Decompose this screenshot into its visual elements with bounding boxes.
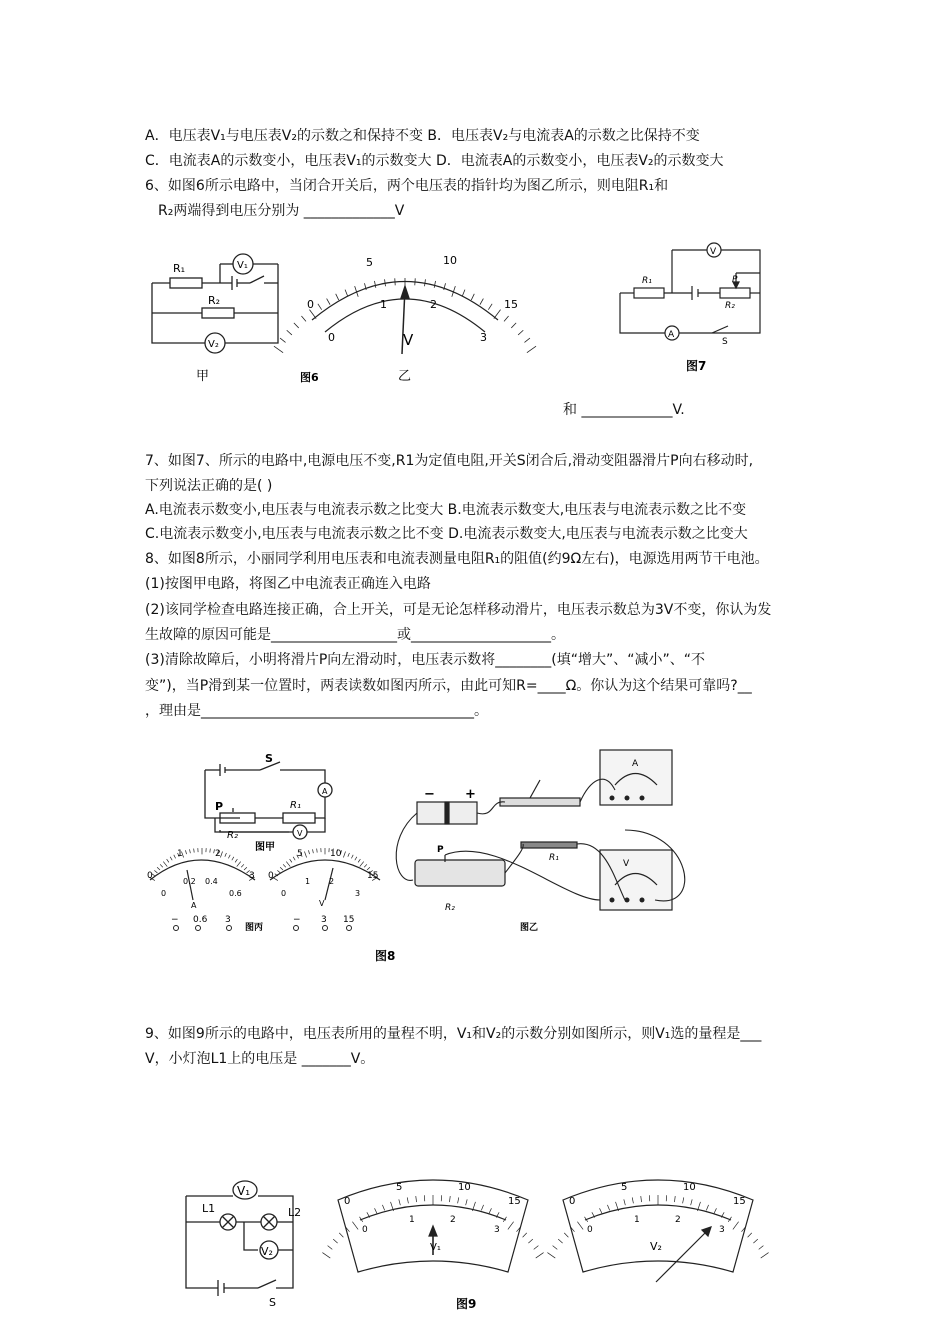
fig8-caption: 图8 xyxy=(375,949,396,963)
svg-text:图丙: 图丙 xyxy=(245,923,264,933)
svg-text:3: 3 xyxy=(719,1225,725,1235)
q6-line1: 6、如图6所示电路中，当闭合开关后，两个电压表的指针均为图乙所示，则电阻R₁和 xyxy=(145,178,669,194)
svg-text:A: A xyxy=(191,901,197,910)
svg-text:V₂: V₂ xyxy=(208,339,219,350)
figure-7 xyxy=(612,238,772,378)
svg-text:5: 5 xyxy=(297,849,303,859)
q8-line2: (1)按图甲电路，将图乙中电流表正确连入电路 xyxy=(145,576,431,592)
svg-text:15: 15 xyxy=(508,1196,521,1207)
svg-text:0: 0 xyxy=(362,1225,368,1235)
svg-text:V₁: V₁ xyxy=(237,1184,251,1198)
svg-text:V₁: V₁ xyxy=(430,1242,441,1253)
svg-text:15: 15 xyxy=(343,915,355,925)
q8-line3: (2)该同学检查电路连接正确，合上开关，可是无论怎样移动滑片，电压表示数总为3V不变，你认为发 xyxy=(145,602,772,618)
svg-text:5: 5 xyxy=(396,1182,403,1193)
svg-text:−: − xyxy=(293,915,301,925)
svg-text:S: S xyxy=(722,337,728,347)
svg-text:0: 0 xyxy=(587,1225,593,1235)
q8-line6: 变”)，当P滑到某一位置时，两表读数如图丙所示，由此可知R=____Ω。你认为这个结果可靠吗?__ xyxy=(145,678,752,694)
svg-text:0: 0 xyxy=(268,871,274,881)
svg-text:R₁: R₁ xyxy=(173,262,186,275)
svg-text:R₂: R₂ xyxy=(208,294,221,307)
svg-text:P: P xyxy=(732,275,738,285)
svg-text:0.6: 0.6 xyxy=(229,889,242,898)
fig9-caption: 图9 xyxy=(456,1297,477,1311)
svg-text:0: 0 xyxy=(569,1196,576,1207)
svg-text:3: 3 xyxy=(225,915,231,925)
svg-text:1: 1 xyxy=(380,298,387,311)
svg-text:S: S xyxy=(265,752,273,765)
svg-text:1: 1 xyxy=(634,1215,640,1225)
q9-line2: V，小灯泡L1上的电压是 _______V。 xyxy=(145,1051,375,1067)
svg-text:2: 2 xyxy=(430,298,437,311)
svg-text:V: V xyxy=(297,829,303,838)
q5-options-cd: C．电流表A的示数变小，电压表V₁的示数变大 D．电流表A的示数变小，电压表V₂的示数变大 xyxy=(145,153,724,169)
svg-text:0: 0 xyxy=(307,298,314,311)
svg-text:0: 0 xyxy=(161,889,167,898)
svg-text:R₁: R₁ xyxy=(642,276,652,286)
svg-text:P: P xyxy=(437,845,444,855)
q6-line2: R₂两端得到电压分别为 _____________V xyxy=(158,203,405,219)
svg-text:10: 10 xyxy=(330,849,342,859)
svg-text:1: 1 xyxy=(409,1215,415,1225)
svg-text:15: 15 xyxy=(367,871,379,881)
svg-text:A: A xyxy=(322,787,328,796)
figure-6 xyxy=(140,248,540,388)
svg-text:图乙: 图乙 xyxy=(520,923,539,933)
svg-text:0.2: 0.2 xyxy=(183,877,196,886)
svg-text:+: + xyxy=(465,787,476,802)
svg-text:R₁: R₁ xyxy=(549,853,559,863)
svg-text:3: 3 xyxy=(480,331,487,344)
q9-line1: 9、如图9所示的电路中，电压表所用的量程不明，V₁和V₂的示数分别如图所示，则V₁选的量程是___ xyxy=(145,1026,762,1042)
svg-text:0: 0 xyxy=(281,889,287,898)
svg-text:R₂: R₂ xyxy=(725,301,735,311)
svg-text:3: 3 xyxy=(355,889,361,898)
svg-text:0: 0 xyxy=(344,1196,351,1207)
fig7-caption: 图7 xyxy=(686,359,707,373)
svg-text:L2: L2 xyxy=(288,1206,302,1219)
svg-text:5: 5 xyxy=(621,1182,628,1193)
svg-text:15: 15 xyxy=(504,298,518,311)
q8-line4: 生故障的原因可能是__________________或____________________。 xyxy=(145,627,565,643)
r1-resistor xyxy=(170,278,202,288)
svg-text:10: 10 xyxy=(683,1182,696,1193)
figure-9 xyxy=(178,1170,778,1315)
svg-text:L1: L1 xyxy=(202,1202,216,1215)
svg-text:0: 0 xyxy=(147,871,153,881)
svg-text:V₁: V₁ xyxy=(237,260,248,271)
svg-text:A: A xyxy=(668,330,675,340)
q7-line1: 7、如图7、所示的电路中,电源电压不变,R1为定值电阻,开关S闭合后,滑动变阻器滑片P向右移动时, xyxy=(145,453,754,469)
svg-text:2: 2 xyxy=(329,877,335,886)
svg-text:0: 0 xyxy=(328,331,335,344)
svg-text:0.6: 0.6 xyxy=(193,915,208,925)
svg-text:V: V xyxy=(710,247,717,257)
svg-text:3: 3 xyxy=(321,915,327,925)
svg-text:V: V xyxy=(403,331,414,349)
svg-text:R₂: R₂ xyxy=(445,903,455,913)
svg-text:R₁: R₁ xyxy=(290,800,301,811)
svg-text:−: − xyxy=(424,787,435,802)
svg-text:V: V xyxy=(623,859,630,869)
svg-text:图甲: 图甲 xyxy=(255,842,275,853)
svg-text:−: − xyxy=(171,915,179,925)
svg-text:10: 10 xyxy=(443,254,457,267)
svg-text:3: 3 xyxy=(249,871,255,881)
q8-line1: 8、如图8所示，小丽同学利用电压表和电流表测量电阻R₁的阻值(约9Ω左右)，电源选用两节干电池。 xyxy=(145,551,769,567)
svg-text:0.4: 0.4 xyxy=(205,877,218,886)
svg-text:P: P xyxy=(215,800,224,813)
svg-text:S: S xyxy=(269,1296,276,1309)
r2-resistor xyxy=(202,308,234,318)
svg-text:5: 5 xyxy=(366,256,373,269)
svg-text:3: 3 xyxy=(494,1225,500,1235)
fig6-caption: 图6 xyxy=(300,371,319,384)
svg-text:1: 1 xyxy=(305,877,311,886)
figure-8 xyxy=(145,740,695,965)
q7-option-ab: A.电流表示数变小,电压表与电流表示数之比变大 B.电流表示数变大,电压表与电流表示数之比不变 xyxy=(145,502,747,518)
svg-text:R₂: R₂ xyxy=(227,830,238,841)
svg-text:10: 10 xyxy=(458,1182,471,1193)
label-yi: 乙 xyxy=(398,369,412,384)
svg-text:V₂: V₂ xyxy=(650,1240,662,1253)
q7-line2: 下列说法正确的是( ) xyxy=(145,478,273,494)
svg-text:1: 1 xyxy=(177,849,183,859)
q6-line3: 和 _____________V. xyxy=(563,402,685,418)
q8-line7: ，理由是_______________________________________。 xyxy=(145,703,488,719)
q8-line5: (3)清除故障后，小明将滑片P向左滑动时，电压表示数将________(填“增大”、“减小”、“不 xyxy=(145,652,705,668)
svg-text:V: V xyxy=(319,899,325,908)
svg-text:15: 15 xyxy=(733,1196,746,1207)
q7-option-cd: C.电流表示数变小,电压表与电流表示数之比不变 D.电流表示数变大,电压表与电流表示数之比变大 xyxy=(145,526,748,542)
svg-text:2: 2 xyxy=(675,1215,681,1225)
svg-text:2: 2 xyxy=(215,849,221,859)
svg-text:A: A xyxy=(632,759,639,769)
svg-text:V₂: V₂ xyxy=(261,1245,273,1258)
q5-options-ab: A．电压表V₁与电压表V₂的示数之和保持不变 B．电压表V₂与电流表A的示数之比保持不变 xyxy=(145,128,700,144)
svg-text:2: 2 xyxy=(450,1215,456,1225)
label-jia: 甲 xyxy=(196,369,210,384)
